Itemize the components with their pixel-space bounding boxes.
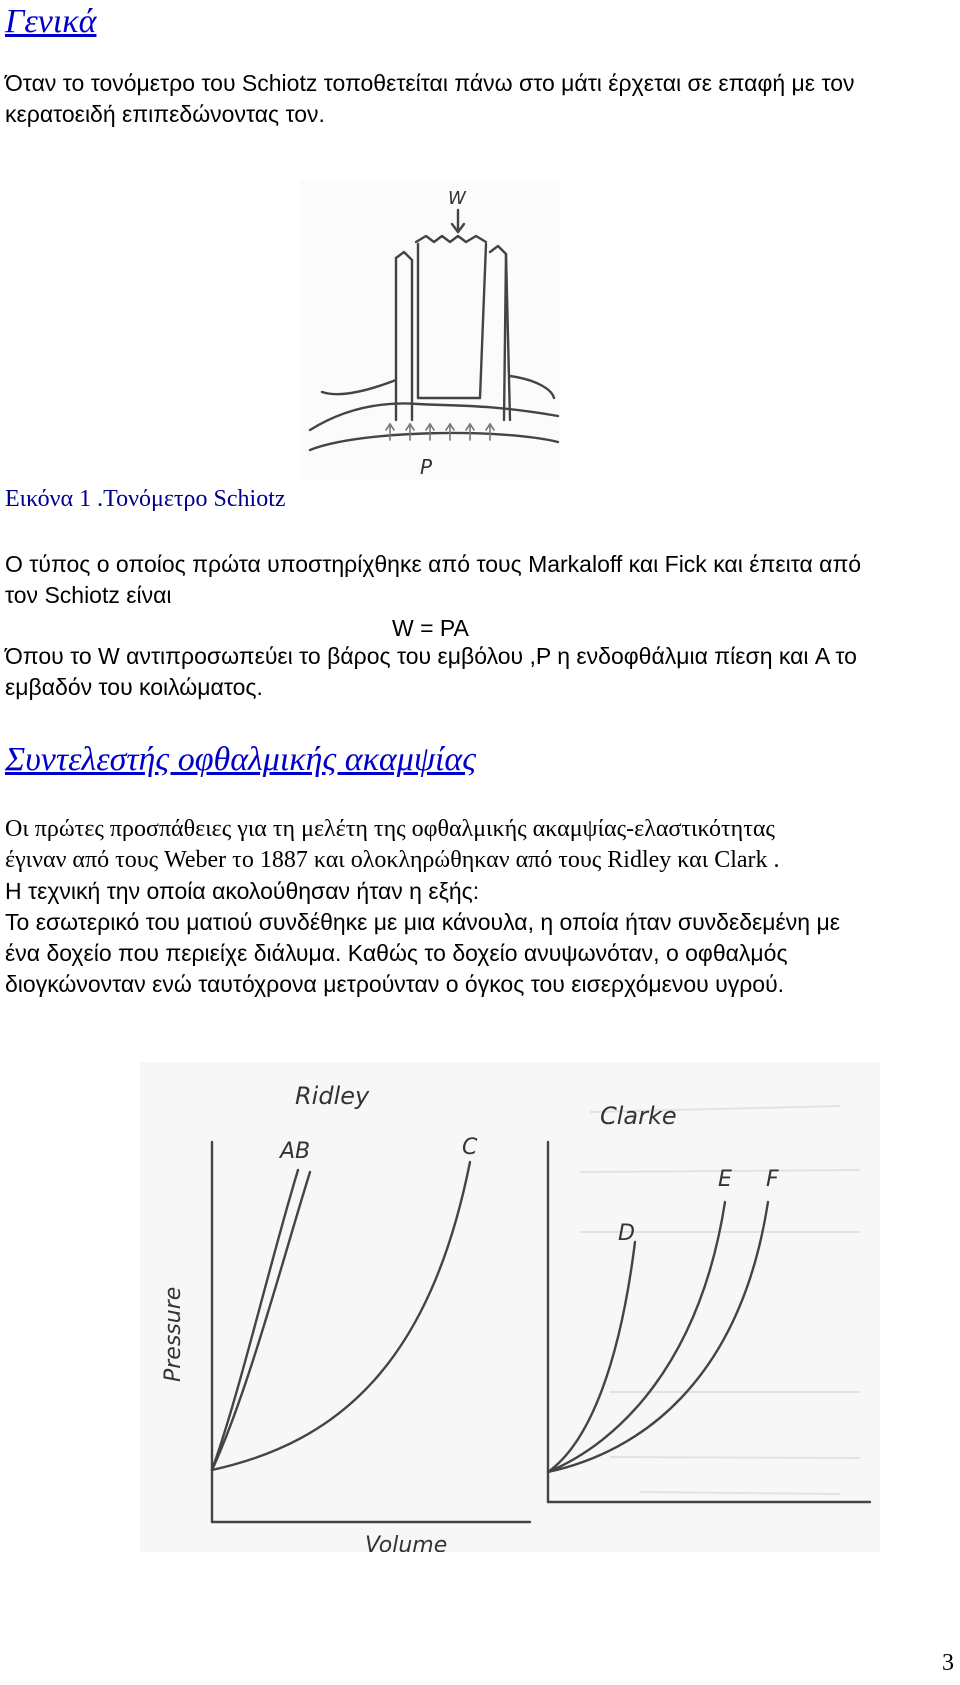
- rigidity-line: έγιναν από τους Weber το 1887 και ολοκληρώθηκαν από τους Ridley και Clark .: [5, 847, 780, 873]
- page-number: 3: [942, 1650, 954, 1676]
- figure1-caption: Εικόνα 1 .Τονόμετρο Schiotz: [5, 486, 286, 512]
- formula-explanation: [5, 641, 857, 703]
- curve-label-ab: AB: [280, 1139, 311, 1164]
- technique-line: ένα δοχείο που περιείχε διάλυμα. Καθώς το δοχείο ανυψωνόταν, ο οφθαλμός: [5, 940, 788, 966]
- technique-line: Το εσωτερικό του ματιού συνδέθηκε με μια κάνουλα, η οποία ήταν συνδεδεμένη με: [5, 909, 840, 935]
- rigidity-paragraph: [5, 814, 780, 876]
- formula-intro-paragraph: [5, 549, 861, 611]
- rigidity-line: Οι πρώτες προσπάθειες για τη μελέτη της οφθαλμικής ακαμψίας-ελαστικότητας: [5, 816, 775, 842]
- formula-w-pa: W = PA: [392, 615, 469, 641]
- pressure-volume-figure: [140, 1062, 880, 1552]
- formula-intro-line: Ο τύπος ο οποίος πρώτα υποστηρίχθηκε από τους Markaloff και Fick και έπειτα από: [5, 551, 862, 577]
- left-chart-title: Ridley: [295, 1082, 370, 1110]
- section-heading-ocular-rigidity: Συντελεστής οφθαλμικής ακαμψίας: [5, 741, 477, 778]
- figure-label-w: W: [448, 188, 466, 209]
- technique-line: Η τεχνική την οποία ακολούθησαν ήταν η εξής:: [5, 878, 480, 904]
- curve-label-e: E: [718, 1167, 732, 1192]
- technique-line: διογκώνονταν ενώ ταυτόχρονα μετρούνταν ο όγκος του εισερχόμενου υγρού.: [5, 971, 785, 997]
- x-axis-label: Volume: [365, 1533, 448, 1552]
- y-axis-label: Pressure: [161, 1286, 186, 1382]
- formula-explain-line: Όπου το W αντιπροσωπεύει το βάρος του εμβόλου ,P η ενδοφθάλμια πίεση και A το: [5, 643, 857, 669]
- figure-label-p: P: [420, 455, 433, 479]
- curve-label-d: D: [618, 1221, 635, 1246]
- section-heading-general: Γενικά: [5, 3, 97, 40]
- curve-label-f: F: [766, 1167, 779, 1192]
- schiotz-tonometer-figure: [300, 180, 560, 480]
- intro-line: Όταν το τονόμετρο του Schiotz τοποθετείται πάνω στο μάτι έρχεται σε επαφή με τον: [5, 70, 855, 96]
- technique-paragraph: [5, 876, 840, 1000]
- intro-line: κερατοειδή επιπεδώνοντας τον.: [5, 101, 325, 127]
- intro-paragraph: [5, 68, 855, 130]
- formula-intro-line: τον Schiotz είναι: [5, 582, 172, 608]
- curve-label-c: C: [462, 1135, 478, 1160]
- right-chart-title: Clarke: [600, 1102, 677, 1130]
- formula-explain-line: εμβαδόν του κοιλώματος.: [5, 674, 263, 700]
